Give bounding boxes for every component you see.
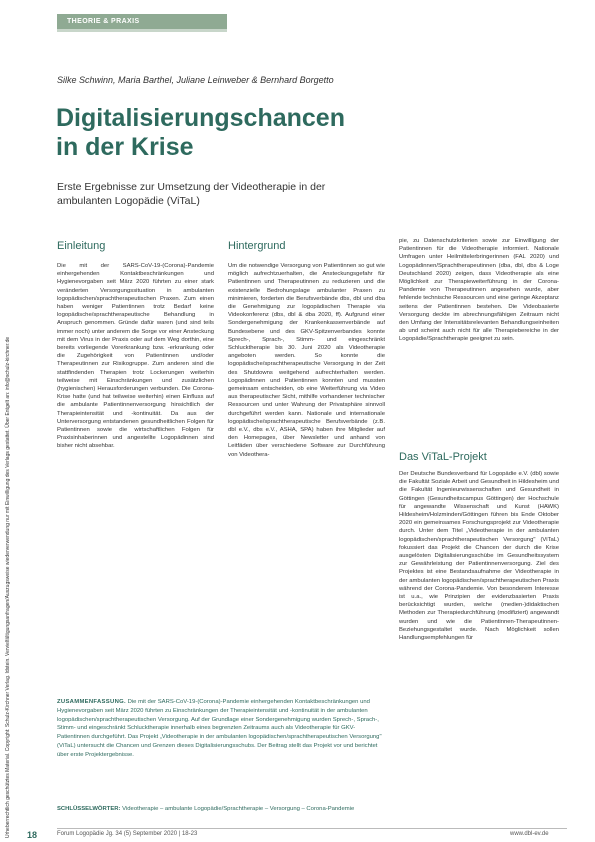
title-line-2: in der Krise: [56, 133, 194, 161]
article-title: [56, 104, 576, 162]
section-tag-stripe: [57, 29, 227, 32]
einleitung-paragraph: Die mit der SARS-CoV-19-(Corona)-Pandemie einhergehenden Kontaktbeschränkungen und Hygienevorgaben seit März 2020 führten zu einer stark veränderten Versorgungssituation in ambulanten logopädischen/sprachtherapeutischen Praxen. Zum einen haben weniger Patientinnen trotz Bedarf keine logopädische/sprachtherapeutische Behandlung in Anspruch genommen. Gründe dafür waren (und sind teils immer noch) unter anderem die Sorge vor einer Ansteckung mit dem Virus in der Praxis oder auf dem Weg dorthin, eine bereits vorliegende Vorerkrankung bzw. -erkrankung oder die Zugehörigkeit von Patientinnen und/oder Therapeutinnen zur Risikogruppe. Zum anderen sind die stattfindenden Therapien trotz Lockerungen weiterhin teilweise mit Einschränkungen und zusätzlichen (hygienischen) Herausforderungen verbunden. Die Corona-Krise hatte (und hat teilweise weiterhin) einen Einfluss auf die ambulante Patientinnenversorgung hinsichtlich der Therapieintensität und -kontinuität. Da aus der Unterversorgung entstandenen gesundheitlichen Folgen für Patientinnen sowie die wirtschaftlichen Folgen für Praxisinhaberinnen und angestellte Logopädinnen sind bisher nicht absehbar.: [57, 263, 214, 450]
copyright-sidebar: Urheberrechtlich geschütztes Material. Copyright: Schulz-Kirchner Verlag. Idstein. Vervielfältigungsanfragen/Auszugsweise wiederverwendung nur mit Einwilligung des Verlags gestattet. Über Entgelt an: info@schulz-kirchner.de: [5, 336, 11, 838]
section-tag: THEORIE & PRAXIS: [57, 14, 227, 29]
article-subtitle: [57, 180, 357, 208]
title-line-1: Digitalisierungschancen: [56, 104, 345, 132]
hintergrund-paragraph: Um die notwendige Versorgung von Patientinnen so gut wie möglich aufrechtzuerhalten, die Ansteckungsgefahr für Patientinnen und Therapeutinnen zu reduzieren und die existenzielle Bedrohungslage ambulanter Praxen zu minimieren, forderten die Berufsverbände dbs, dbl und dba die Genehmigung zur logopädischen Therapie via Videokonferenz (dbs, dbl & dba 2020, ff). Aufgrund einer Sondergenehmigung der Krankenkassenverbände auf Bundesebene und des GKV-Spitzenverbandes konnte Sprech-, Sprach-, Stimm- und eingeschränkt Schlucktherapie bis 30. Juni 2020 als Videotherapie angeboten werden. So konnte die logopädische/sprachtherapeutische Versorgung in der Zeit des Shutdowns weitgehend aufrechterhalten werden. Logopädinnen und Patientinnen konnten und mussten gemeinsam entscheiden, ob eine Weiterführung via Video aus therapeutischer Sicht, mithilfe vorhandener technischer Ressourcen und unter Wahrung der Privatsphäre sinnvoll durchgeführt werden kann. Nationale und internationale logopädische/sprachtherapeutische Berufsverbände (z.B. dbl e.V., dbs e.V., ASHA, SPA) haben ihre Mitglieder auf den Homepages, über Newsletter und anhand von Leitfäden über verschiedene Software zur Durchführung von Videothera-: [228, 263, 385, 458]
hintergrund-body: [228, 262, 385, 459]
column3-paragraph: pie, zu Datenschutzkriterien sowie zur Einwilligung der Patientinnen für die Videotherapie informiert. Nationale Umfragen unter Heilmittelerbringerinnen (FAL 2020) und Logopädinnen/Sprachtherapeutinnen (dba, dbl, dbs & Loge Deutschland 2020) zeigen, dass Videotherapie als eine Möglichkeit zur Therapieweiterführung in der Corona-Pandemie von Therapeutinnen angesehen wurde, aber fehlende technische Ressourcen und eine geringe Akzeptanz seitens der Patientinnen bestehen. Die Videobasierte Versorgung deckte im abrechnungsfähigen Zeitraum nicht den Umfang der Intensitätsrelevanten Behandlungseinheiten ab und scheint auch nicht für alle Therapiebereiche in der Logopädie/Sprachtherapie geeignet zu sein.: [399, 238, 559, 343]
heading-einleitung: Einleitung: [57, 240, 106, 252]
heading-vital-projekt: Das ViTaL-Projekt: [399, 451, 487, 463]
vital-paragraph: Der Deutsche Bundesverband für Logopädie e.V. (dbl) sowie die Fakultät Soziale Arbeit und Gesundheit in Hildesheim und die Fakultät Ingenieurwissenschaften und Gesundheit in Göttingen (Gesundheitscampus Göttingen) der Hochschule für angewandte Wissenschaft und Kunst (HAWK) Hildesheim/Holzminden/Göttingen führen bis Ende Oktober 2020 ein gemeinsames Forschungsprojekt zur Videotherapie durch. Unter dem Titel „Videotherapie in der ambulanten logopädischen/sprachtherapeutischen Versorgung" (ViTaL) fokussiert das Projekt die Chancen der durch die Krise ausgelösten Digitalisierungsschübe im Gesundheitssystem zur Gewährleistung der Patientinnenversorgung. Ziel des Projektes ist eine Bestandsaufnahme der Videotherapie in der ambulanten logopädischen/sprachtherapeutischen Praxis während der Corona-Pandemie. Von besonderem Interesse ist u.a., wie Prinzipien der evidenzbasierten Praxis berücksichtigt wurden, welche (medien-)didaktischen Methoden zur Therapiedurchführung (modifiziert) angewandt wurden und wie die Patientinnen-Therapeutinnen-Beziehungsgestaltet wurde. Nach Möglichkeit sollen Handlungsempfehlungen für: [399, 471, 559, 642]
abstract-label: ZUSAMMENFASSUNG.: [57, 699, 126, 705]
footer-divider: [57, 828, 567, 829]
abstract-text: Die mit der SARS-CoV-19-(Corona)-Pandemie einhergehenden Kontaktbeschränkungen und Hygienevorgaben seit März 2020 führten zu Einschränkungen der Therapieintensität und -kontinuität in der ambulanten logopädischen/sprachtherapeutischen Versorgung. Auf der Grundlage einer Sondergenehmigung wurden Sprech-, Sprach-, Stimm- und eingeschränkt Schlucktherapie innerhalb eines begrenzten Zeitraums auch als Videotherapie für GKV-Patientinnen durchgeführt. Das Projekt „Videotherapie in der ambulanten logopädischen/sprachtherapeutischen Versorgung" (ViTaL) untersucht die Chancen und Grenzen dieses Digitalisierungsschubs. Der Beitrag stellt das Projekt vor und berichtet über erste Projektergebnisse.: [57, 699, 382, 758]
heading-hintergrund: Hintergrund: [228, 240, 286, 252]
journal-citation: Forum Logopädie Jg. 34 (5) September 2020 | 18-23: [57, 831, 198, 837]
abstract-box: [57, 698, 385, 760]
keywords-label: SCHLÜSSELWÖRTER:: [57, 806, 121, 812]
subtitle-line-1: Erste Ergebnisse zur Umsetzung der Videotherapie in der: [57, 181, 326, 193]
page-number: 18: [27, 830, 38, 840]
subtitle-line-2: ambulanten Logopädie (ViTaL): [57, 195, 200, 207]
column3-continuation: [399, 237, 559, 344]
journal-website[interactable]: www.dbl-ev.de: [510, 831, 549, 837]
article-authors: Silke Schwinn, Maria Barthel, Juliane Leinweber & Bernhard Borgetto: [57, 75, 334, 85]
vital-body: [399, 470, 559, 642]
keywords-text: Videotherapie – ambulante Logopädie/Sprachtherapie – Versorgung – Corona-Pandemie: [122, 806, 355, 812]
einleitung-body: [57, 262, 214, 451]
keywords: [57, 805, 385, 813]
